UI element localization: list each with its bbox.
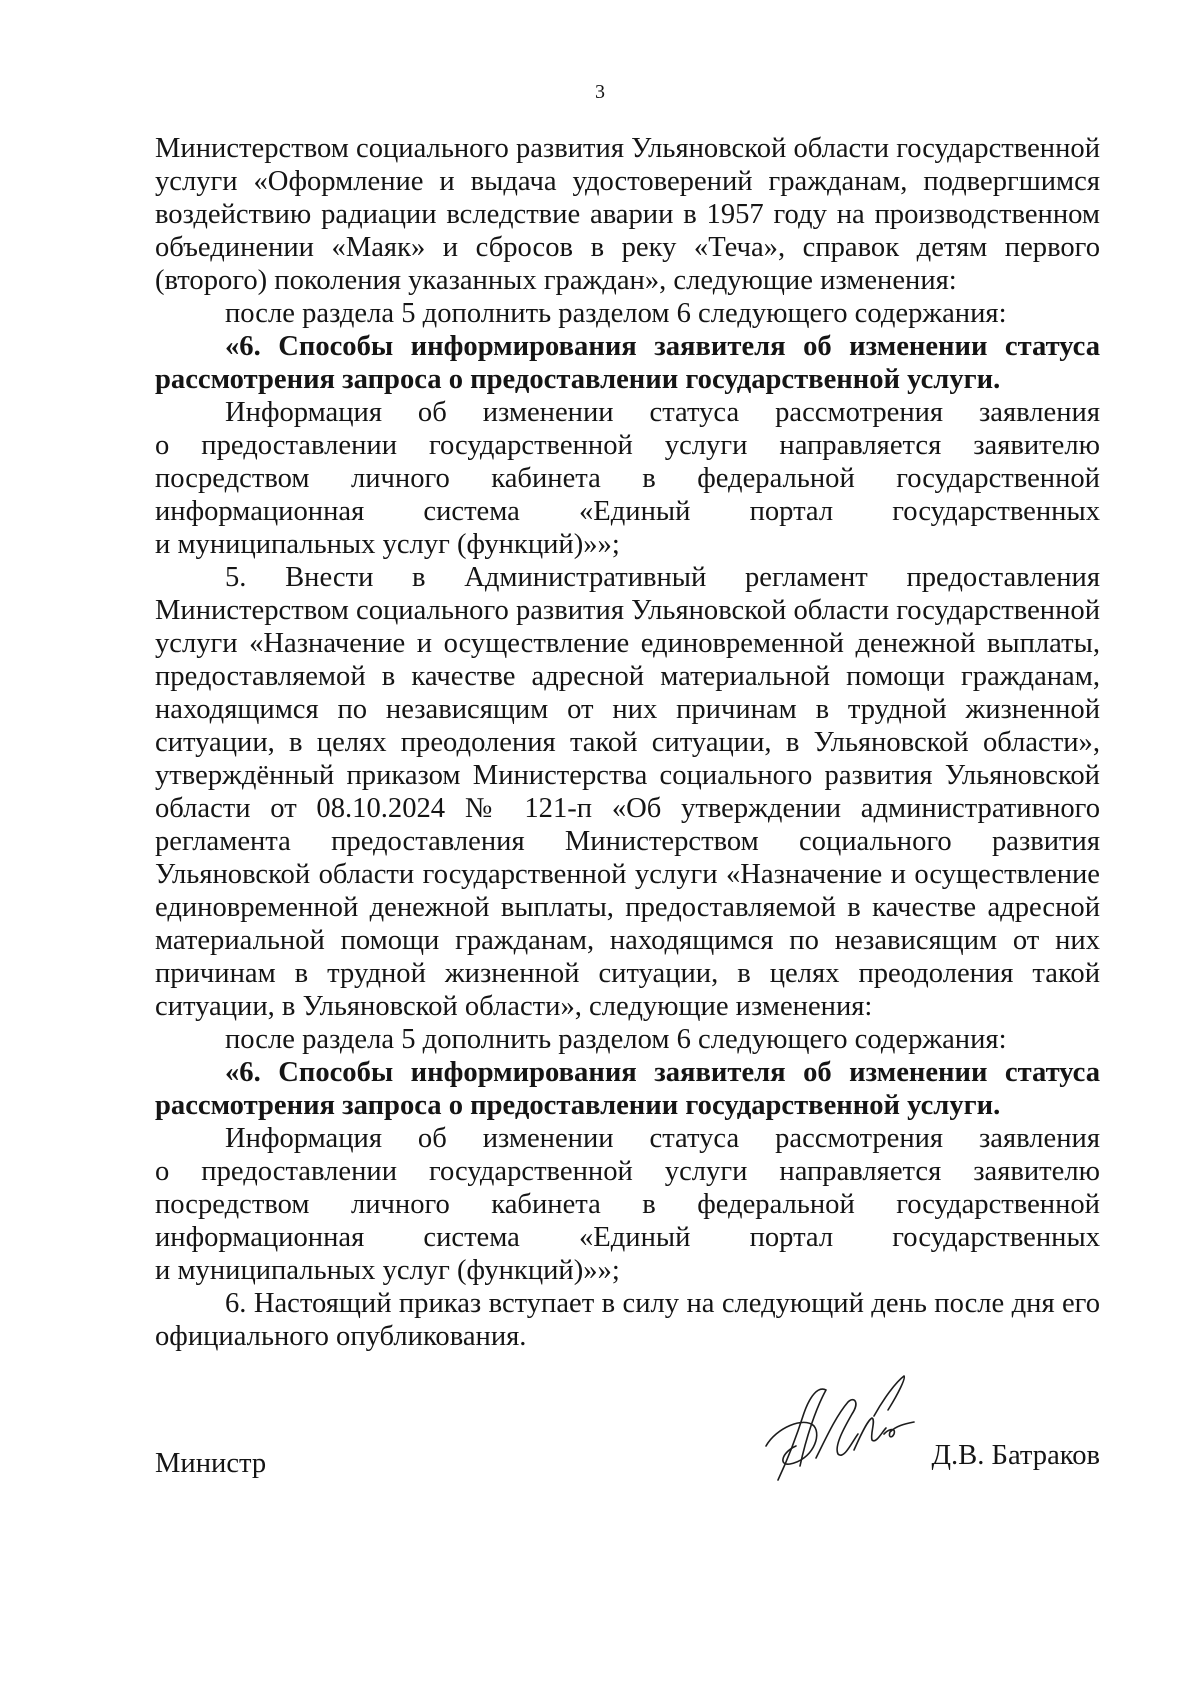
- text-line: о предоставлении государственной услуги направляется заявителю: [155, 1156, 1100, 1187]
- text-line: Министерством социального развития Ульяновской области государственной: [155, 133, 1100, 164]
- text-line: Информация об изменении статуса рассмотрения заявления: [225, 1123, 1100, 1154]
- text-line: материальной помощи гражданам, находящимся по независящим от них: [155, 925, 1100, 956]
- text-line: ситуации, в Ульяновской области», следующие изменения:: [155, 991, 873, 1022]
- text-line: и муниципальных услуг (функций)»»;: [155, 1255, 620, 1286]
- text-line: после раздела 5 дополнить разделом 6 следующего содержания:: [225, 298, 1007, 329]
- section-heading-line: рассмотрения запроса о предоставлении государственной услуги.: [155, 364, 1001, 395]
- text-line: 5. Внести в Административный регламент предоставления: [225, 562, 1100, 593]
- text-line: области от 08.10.2024 № 121-п «Об утверждении административного: [155, 793, 1100, 824]
- text-line: предоставляемой в качестве адресной материальной помощи гражданам,: [155, 661, 1100, 692]
- text-line: и муниципальных услуг (функций)»»;: [155, 529, 620, 560]
- text-line: воздействию радиации вследствие аварии в 1957 году на производственном: [155, 199, 1100, 230]
- text-line: ситуации, в целях преодоления такой ситуации, в Ульяновской области»,: [155, 727, 1100, 758]
- text-line: находящимся по независящим от них причинам в трудной жизненной: [155, 694, 1100, 725]
- text-line: после раздела 5 дополнить разделом 6 следующего содержания:: [225, 1024, 1007, 1055]
- text-line: официального опубликования.: [155, 1321, 527, 1352]
- section-heading-line: «6. Способы информирования заявителя об изменении статуса: [225, 1057, 1100, 1088]
- signer-name: Д.В. Батраков: [931, 1440, 1100, 1471]
- text-line: посредством личного кабинета в федеральной государственной: [155, 463, 1100, 494]
- text-line: объединении «Маяк» и сбросов в реку «Теча», справок детям первого: [155, 232, 1100, 263]
- text-line: информационная система «Единый портал государственных: [155, 496, 1100, 527]
- text-line: причинам в трудной жизненной ситуации, в целях преодоления такой: [155, 958, 1100, 989]
- text-line: утверждённый приказом Министерства социального развития Ульяновской: [155, 760, 1100, 791]
- text-line: услуги «Оформление и выдача удостоверений гражданам, подвергшимся: [155, 166, 1100, 197]
- section-heading-line: «6. Способы информирования заявителя об изменении статуса: [225, 331, 1100, 362]
- page-number: 3: [595, 81, 605, 103]
- text-line: (второго) поколения указанных граждан», следующие изменения:: [155, 265, 957, 296]
- text-line: Информация об изменении статуса рассмотрения заявления: [225, 397, 1100, 428]
- text-line: Ульяновской области государственной услуги «Назначение и осуществление: [155, 859, 1100, 890]
- text-line: посредством личного кабинета в федеральной государственной: [155, 1189, 1100, 1220]
- text-line: Министерством социального развития Ульяновской области государственной: [155, 595, 1100, 626]
- text-line: 6. Настоящий приказ вступает в силу на следующий день после дня его: [225, 1288, 1100, 1319]
- text-line: единовременной денежной выплаты, предоставляемой в качестве адресной: [155, 892, 1100, 923]
- text-line: регламента предоставления Министерством социального развития: [155, 826, 1100, 857]
- section-heading-line: рассмотрения запроса о предоставлении государственной услуги.: [155, 1090, 1001, 1121]
- text-line: информационная система «Единый портал государственных: [155, 1222, 1100, 1253]
- handwritten-signature: [756, 1368, 936, 1488]
- text-line: услуги «Назначение и осуществление единовременной денежной выплаты,: [155, 628, 1100, 659]
- text-line: о предоставлении государственной услуги направляется заявителю: [155, 430, 1100, 461]
- signer-position: Министр: [155, 1448, 267, 1479]
